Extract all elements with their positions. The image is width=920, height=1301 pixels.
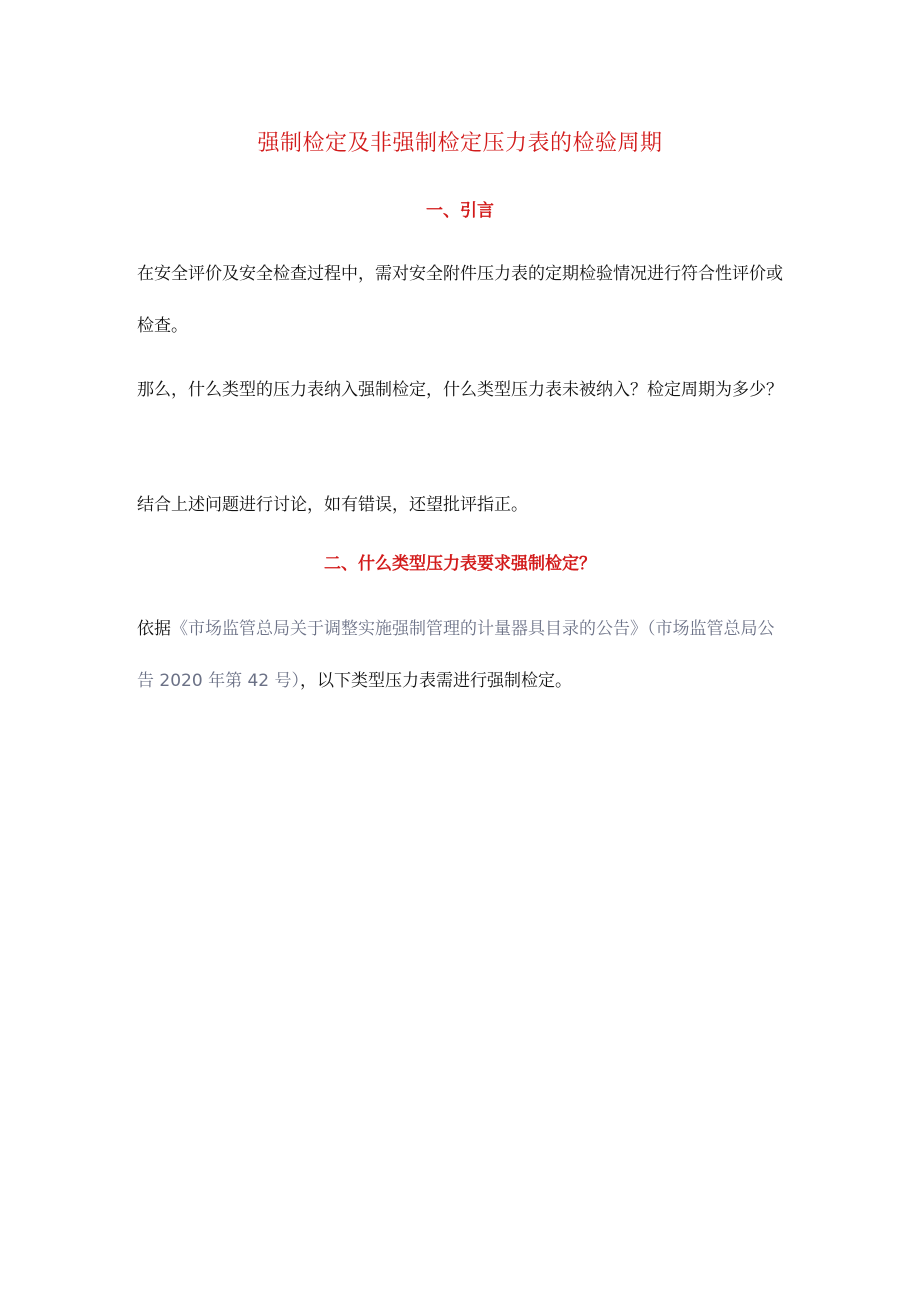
paragraph-basis-suffix: ，以下类型压力表需进行强制检定。 [300,671,573,691]
section-heading-introduction: 一、引言 [426,201,494,221]
paragraph-basis-prefix: 依据 [137,619,171,639]
document-title: 强制检定及非强制检定压力表的检验周期 [257,131,663,156]
section-heading-mandatory-verification: 二、什么类型压力表要求强制检定？ [324,554,596,574]
paragraph-basis [137,603,787,707]
paragraph-intro-3: 结合上述问题进行讨论，如有错误，还望批评指正。 [137,495,528,515]
regulation-reference: 《市场监管总局关于调整实施强制管理的计量器具目录的公告》（市场监管总局公告 2020 年第 42 号） [137,619,775,691]
paragraph-intro-2: 那么，什么类型的压力表纳入强制检定，什么类型压力表未被纳入？检定周期为多少？ [137,380,783,400]
paragraph-intro-1: 在安全评价及安全检查过程中，需对安全附件压力表的定期检验情况进行符合性评价或检查。 [137,264,783,336]
